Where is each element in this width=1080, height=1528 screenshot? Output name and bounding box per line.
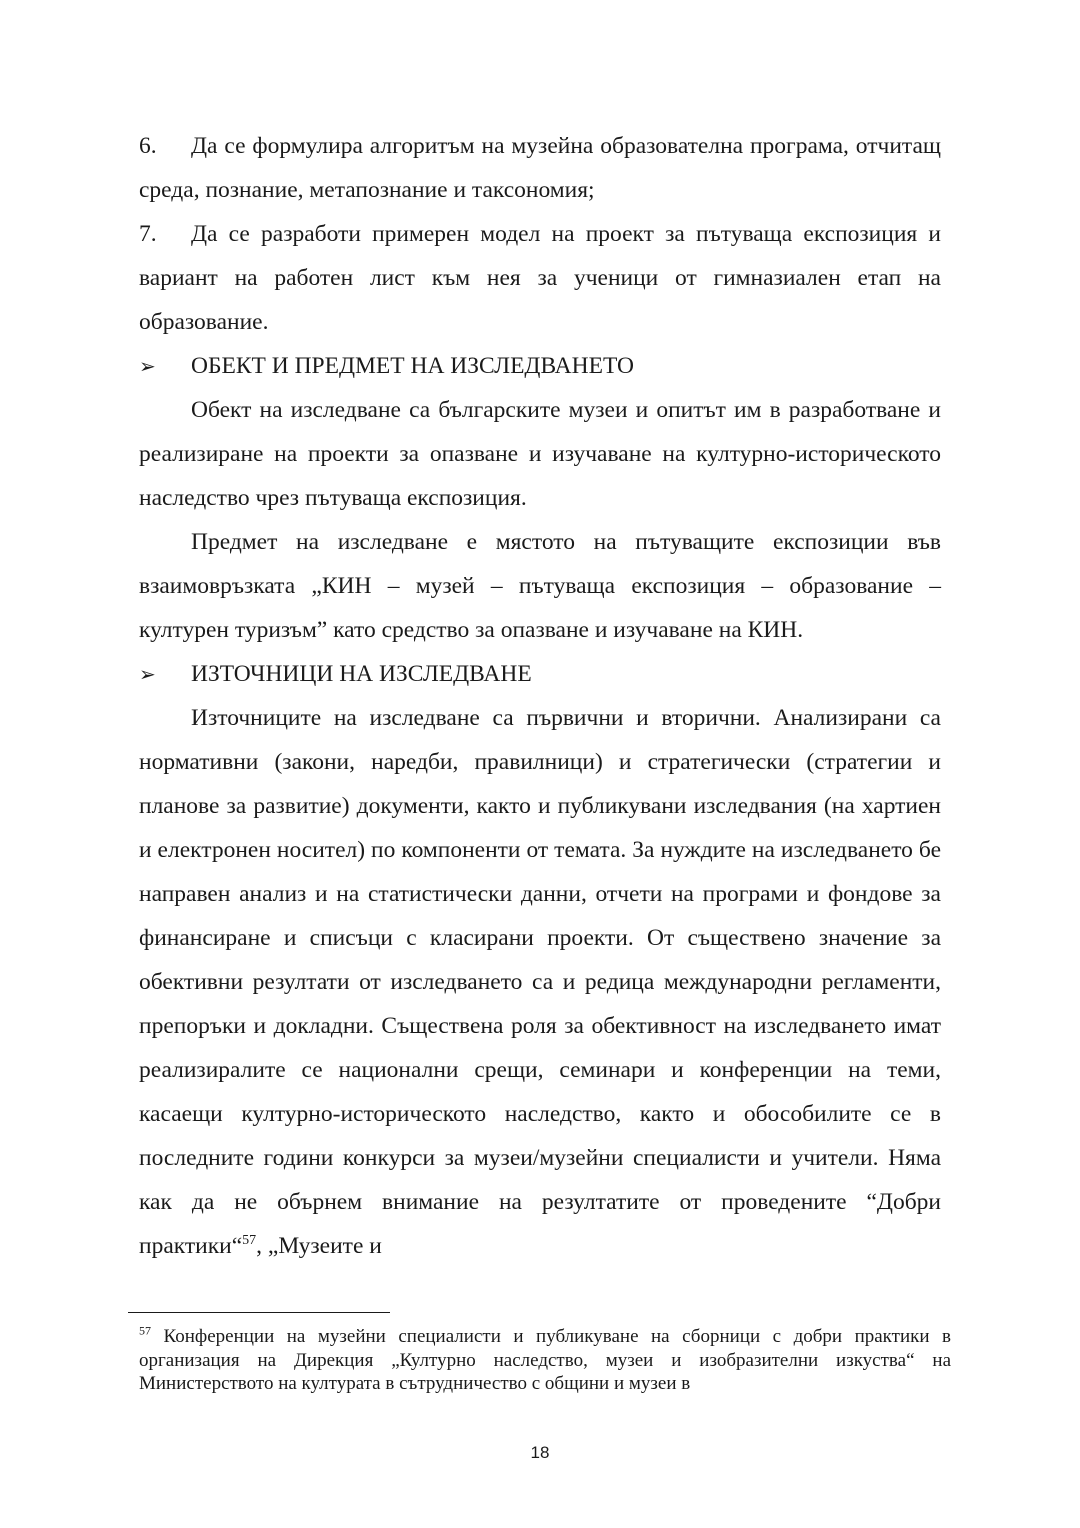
paragraph-text: Източниците на изследване са първични и вторични. Анализирани са нормативни (закони, наредби, правилници) и стратегически (стратегии и планове за развитие) документи, както и публикувани изследвания (на хартиен и електронен носител) по компоненти от темата. За нуждите на изследването бе направен анализ и на статистически данни, отчети на програми и фондове за финансиране и списъци с класирани проекти. От съществено значение за обективни резултати от изследването са и редица международни регламенти, препоръки и докладни. Съществена роля за обективност на изследването имат реализиралите се национални срещи, семинари и конференции на теми, касаещи културно-историческото наследство, както и обособилите се в последните години конкурси за музеи/музейни специалисти и учители. Няма как да не обърнем внимание на резултатите от проведените “Добри практики“ [139, 705, 941, 1259]
footnote-number: 57 [139, 1323, 151, 1338]
arrow-bullet-icon: ➢ [139, 662, 156, 686]
footnote-reference[interactable]: 57 [242, 1233, 257, 1249]
section-heading-text: ИЗТОЧНИЦИ НА ИЗСЛЕДВАНЕ [191, 661, 532, 687]
paragraph: Обект на изследване са българските музеи и опитът им в разработване и реализиране на проекти за опазване и изучаване на културно-историческото наследство чрез пътуваща експозиция. [139, 397, 941, 511]
list-item [139, 212, 941, 344]
list-item-text: Да се формулира алгоритъм на музейна образователна програма, отчитащ среда, познание, метапознание и таксономия; [139, 133, 941, 203]
list-item-text: Да се разработи примерен модел на проект за пътуваща експозиция и вариант на работен лист към нея за ученици от гимназиален етап на образование. [139, 221, 941, 335]
body-text [139, 124, 941, 1268]
paragraph [139, 696, 941, 1268]
paragraph-text-continued: , „Музеите и [256, 1233, 382, 1259]
page-number: 18 [530, 1443, 550, 1462]
footnote [139, 1325, 951, 1396]
section-heading-object [139, 344, 941, 388]
list-item-number: 7. [139, 221, 157, 247]
footnote-text: Конференции на музейни специалисти и публикуване на сборници с добри практики в организация на Дирекция „Културно наследство, музеи и изобразителни изкуства“ на Министерството на културата в сътрудничество с общини и музеи в [139, 1326, 952, 1394]
footnote-separator [128, 1312, 390, 1313]
list-item [139, 124, 941, 212]
arrow-bullet-icon: ➢ [139, 354, 156, 378]
section-heading-text: ОБЕКТ И ПРЕДМЕТ НА ИЗСЛЕДВАНЕТО [191, 353, 634, 379]
section-heading-sources [139, 652, 941, 696]
paragraph: Предмет на изследване е мястото на пътуващите експозиции във взаимовръзката „КИН – музей – пътуваща експозиция – образование – културен туризъм” като средство за опазване и изучаване на КИН. [139, 529, 941, 643]
list-item-number: 6. [139, 133, 157, 159]
